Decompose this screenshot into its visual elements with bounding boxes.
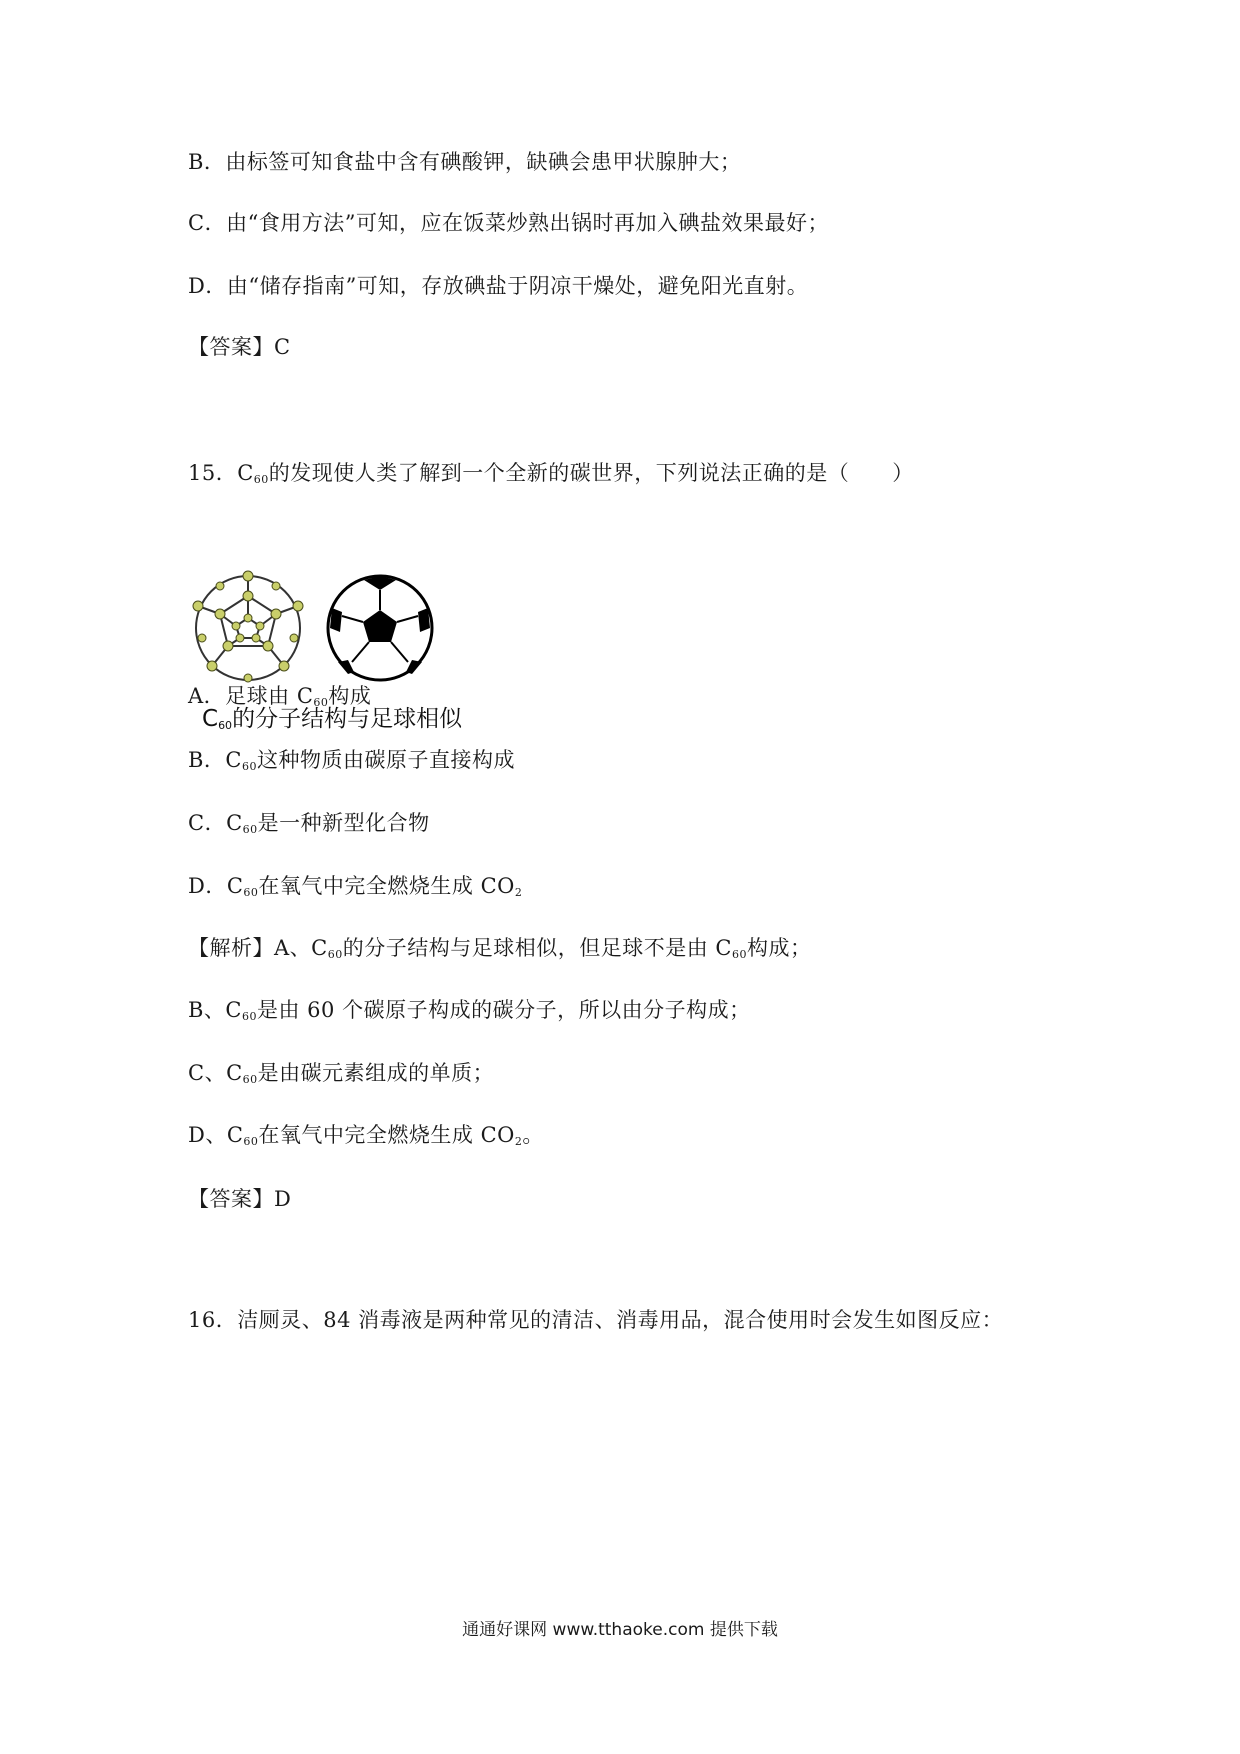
- q15-analysis-d: D、$C_{60}$在氧气中完全燃烧生成 $CO_2$。: [188, 1123, 544, 1148]
- q15-option-b: B．$C_{60}$这种物质由碳原子直接构成: [188, 748, 515, 773]
- q15-analysis-b: B、$C_{60}$是由 60 个碳原子构成的碳分子，所以由分子构成；: [188, 998, 751, 1023]
- q14-option-b: B．由标签可知食盐中含有碘酸钾，缺碘会患甲状腺肿大；: [188, 150, 742, 174]
- footer-credit: 通通好课网 www.tthaoke.com 提供下载: [462, 1620, 778, 1640]
- q14-answer: 【答案】C: [188, 335, 291, 359]
- q14-option-c: C．由“食用方法”可知，应在饭菜炒熟出锅时再加入碘盐效果最好；: [188, 211, 830, 235]
- q15-answer: 【答案】D: [188, 1187, 292, 1211]
- q15-analysis-c: C、$C_{60}$是由碳元素组成的单质；: [188, 1061, 495, 1086]
- q15-option-d: D．$C_{60}$在氧气中完全燃烧生成 $CO_2$: [188, 874, 523, 899]
- q15-option-c: C．$C_{60}$是一种新型化合物: [188, 811, 430, 836]
- soccer-ball-icon: [328, 576, 432, 680]
- q15-analysis-a: 【解析】A、$C_{60}$的分子结构与足球相似，但足球不是由 $C_{60}$构成；: [188, 936, 812, 961]
- q16-stem: 16．洁厕灵、84 消毒液是两种常见的清洁、消毒用品，混合使用时会发生如图反应：: [188, 1308, 1004, 1332]
- q15-option-a: A．足球由 $C_{60}$构成: [188, 684, 372, 709]
- q14-option-d: D．由“储存指南”可知，存放碘盐于阴凉干燥处，避免阳光直射。: [188, 274, 809, 298]
- c60-figure-caption: $C_{60}$的分子结构与足球相似: [202, 706, 463, 732]
- q15-stem: 15．$C_{60}$的发现使人类了解到一个全新的碳世界，下列说法正确的是（ ）: [188, 461, 914, 486]
